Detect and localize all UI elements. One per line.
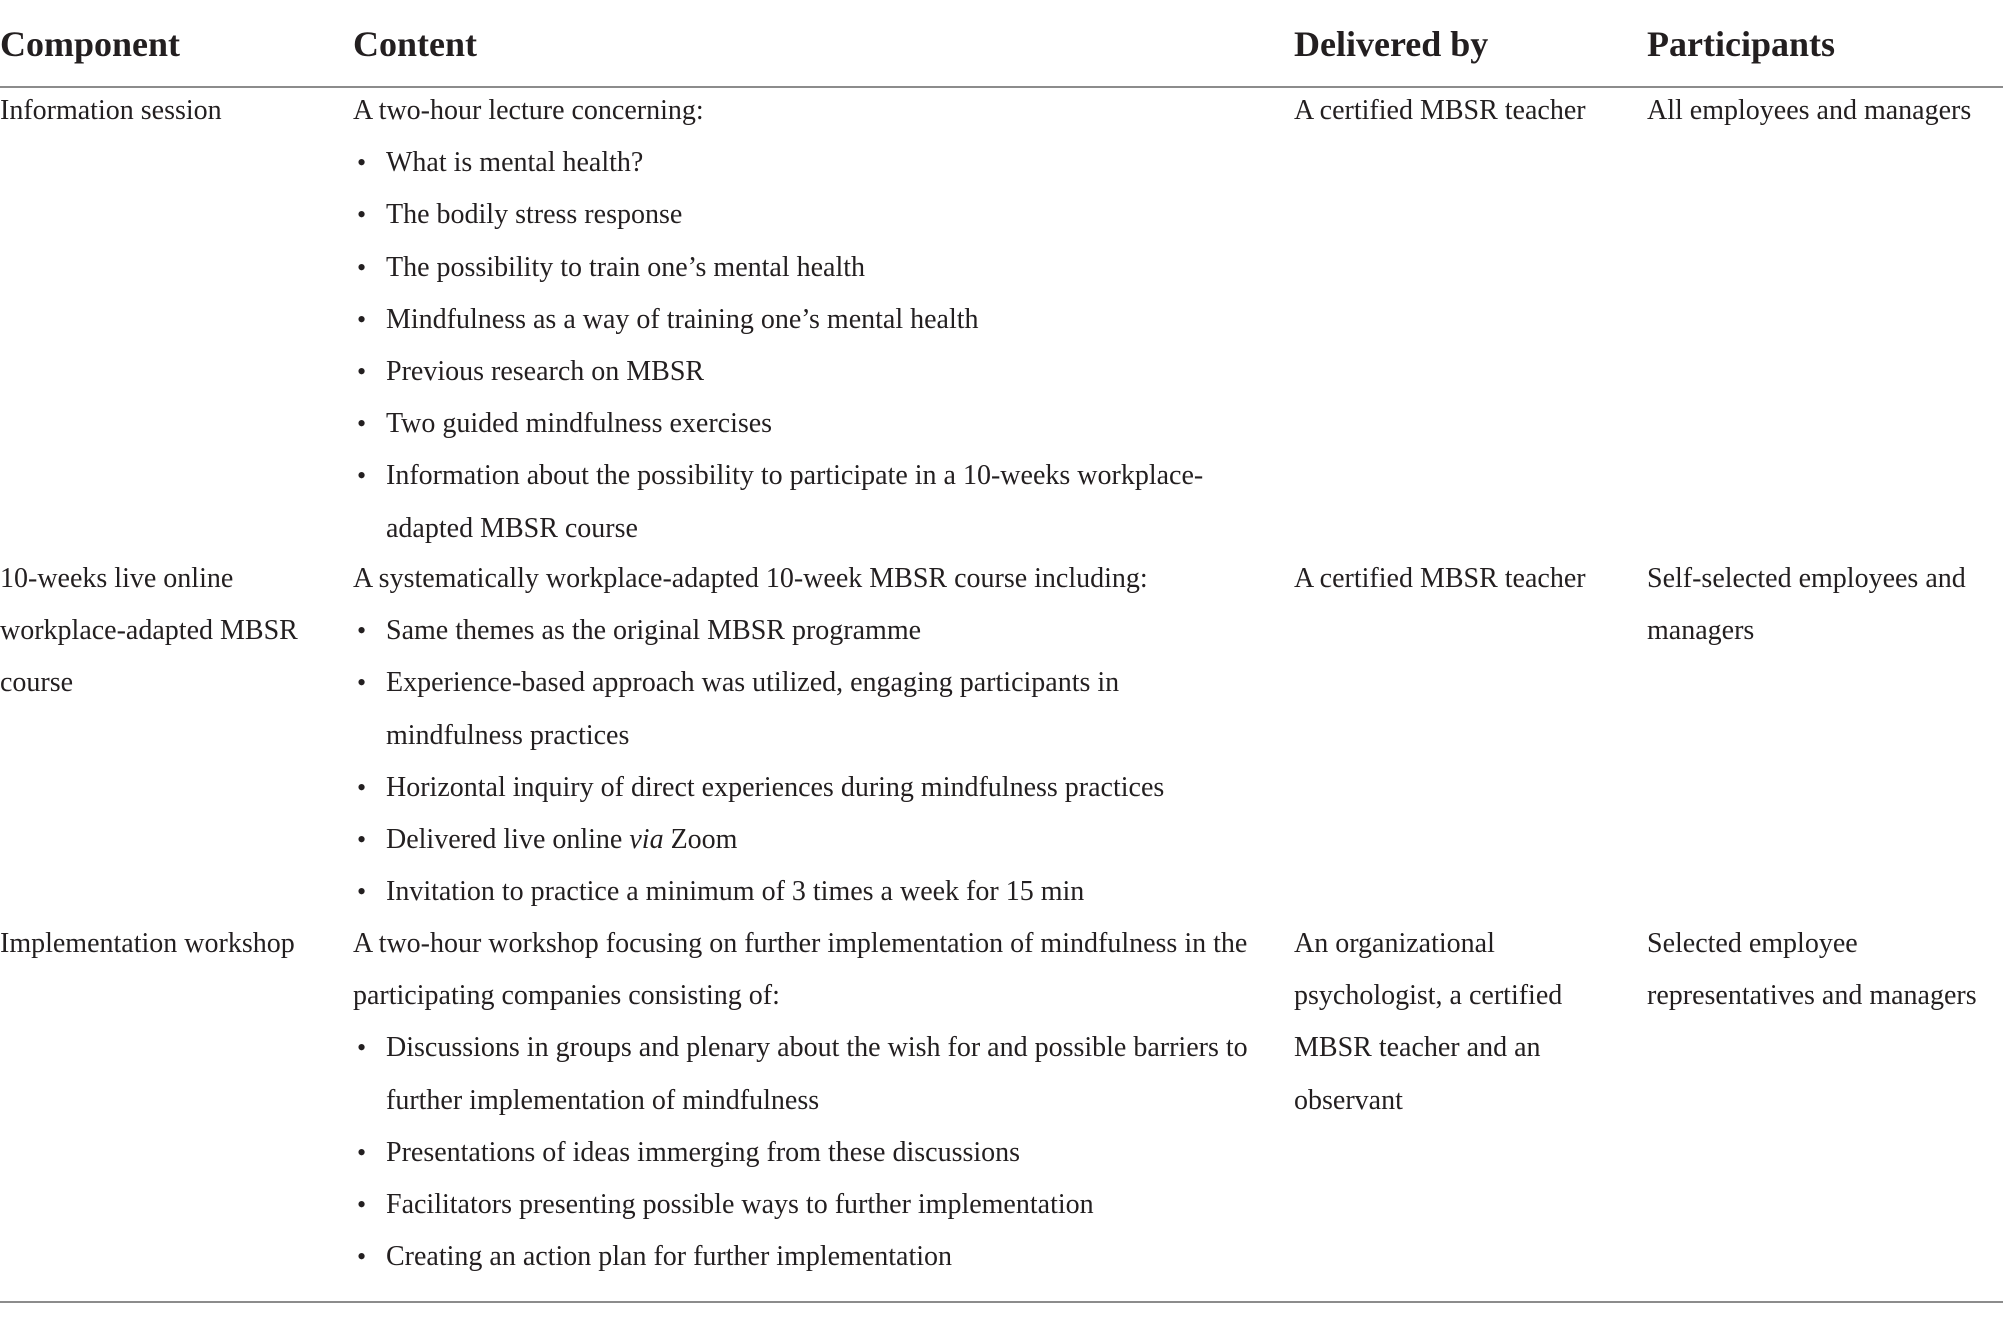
header-content: Content [353,24,477,64]
list-item-text: Presentations of ideas immerging from these discussions [386,1136,1021,1168]
list-item [353,242,1278,294]
content-intro: A systematically workplace-adapted 10-week MBSR course including: [353,563,1148,594]
content-cell [353,918,1278,1283]
bullet-marker: • [357,877,367,907]
table-header [0,18,2003,70]
list-item [353,189,1278,241]
list-item [353,866,1278,918]
header-delivered-by: Delivered by [1294,24,1489,64]
bullet-marker: • [357,1190,367,1220]
list-item [353,1127,1278,1179]
bullet-marker: • [357,200,367,230]
list-item-text: The possibility to train one’s mental health [386,251,866,283]
bullet-marker: • [357,772,367,802]
list-item-text: Invitation to practice a minimum of 3 times a week for 15 min [386,876,1085,908]
content-intro: A two-hour workshop focusing on further implementation of mindfulness in the participating companies consisting of: [353,928,1248,1012]
bullet-marker: • [357,1033,367,1063]
list-item [353,137,1278,189]
list-item-text: Creating an action plan for further implementation [386,1241,953,1273]
list-item [353,1022,1278,1126]
table-bottom-rule [0,1301,2003,1303]
list-item [353,1231,1278,1283]
bullet-marker: • [357,1242,367,1272]
list-item-text: Experience-based approach was utilized, engaging participants in mindfulness practices [386,667,1120,751]
list-item-text: Two guided mindfulness exercises [386,408,773,440]
list-item [353,605,1278,657]
header-component: Component [0,24,181,64]
list-item [353,1179,1278,1231]
bullet-marker: • [357,148,367,178]
content-bullet-list [353,605,1278,918]
bullet-marker: • [357,409,367,439]
list-item-text: The bodily stress response [386,199,683,231]
bullet-marker: • [357,304,367,334]
content-cell [353,553,1278,918]
bullet-marker: • [357,252,367,282]
list-item [353,398,1278,450]
list-item [353,657,1206,761]
list-item-text: Same themes as the original MBSR programme [386,615,922,647]
list-item-text: Information about the possibility to participate in a 10-weeks workplace-adapted MBSR course [386,460,1204,544]
delivered-by-cell: A certified MBSR teacher [1294,95,1586,126]
list-item [353,762,1278,814]
content-bullet-list [353,137,1278,555]
component-cell: Implementation workshop [0,928,295,959]
list-item-text: Facilitators presenting possible ways to further implementation [386,1189,1094,1221]
list-item [353,450,1256,554]
component-cell: 10-weeks live online workplace-adapted MBSR course [0,563,298,699]
bullet-marker: • [357,1137,367,1167]
list-item-text: Discussions in groups and plenary about the wish for and possible barriers to further implementation of mindfulness [386,1032,1248,1116]
content-bullet-list [353,1022,1278,1283]
list-item-text: What is mental health? [386,147,644,179]
list-item-text: Previous research on MBSR [386,356,705,388]
delivered-by-cell: A certified MBSR teacher [1294,563,1586,594]
participants-cell: All employees and managers [1647,95,1972,126]
zoom-bullet-after: Zoom [663,824,738,856]
list-item-text: Horizontal inquiry of direct experiences during mindfulness practices [386,771,1165,803]
bullet-marker: • [357,616,367,646]
list-item [353,814,1278,866]
bullet-marker: • [357,825,367,855]
bullet-marker: • [357,357,367,387]
zoom-bullet-before: Delivered live online [386,824,630,856]
content-intro: A two-hour lecture concerning: [353,95,704,126]
header-participants: Participants [1647,24,1835,64]
zoom-bullet-italic: via [629,824,664,856]
bullet-marker: • [357,668,367,698]
content-cell [353,85,1278,555]
participants-cell: Self-selected employees and managers [1647,563,1966,647]
list-item-text: Mindfulness as a way of training one’s mental health [386,303,979,335]
delivered-by-cell: An organizational psychologist, a certified MBSR teacher and an observant [1294,928,1563,1116]
bullet-marker: • [357,461,367,491]
list-item [353,346,1278,398]
component-cell: Information session [0,95,222,126]
list-item [353,294,1278,346]
participants-cell: Selected employee representatives and managers [1647,928,1977,1012]
